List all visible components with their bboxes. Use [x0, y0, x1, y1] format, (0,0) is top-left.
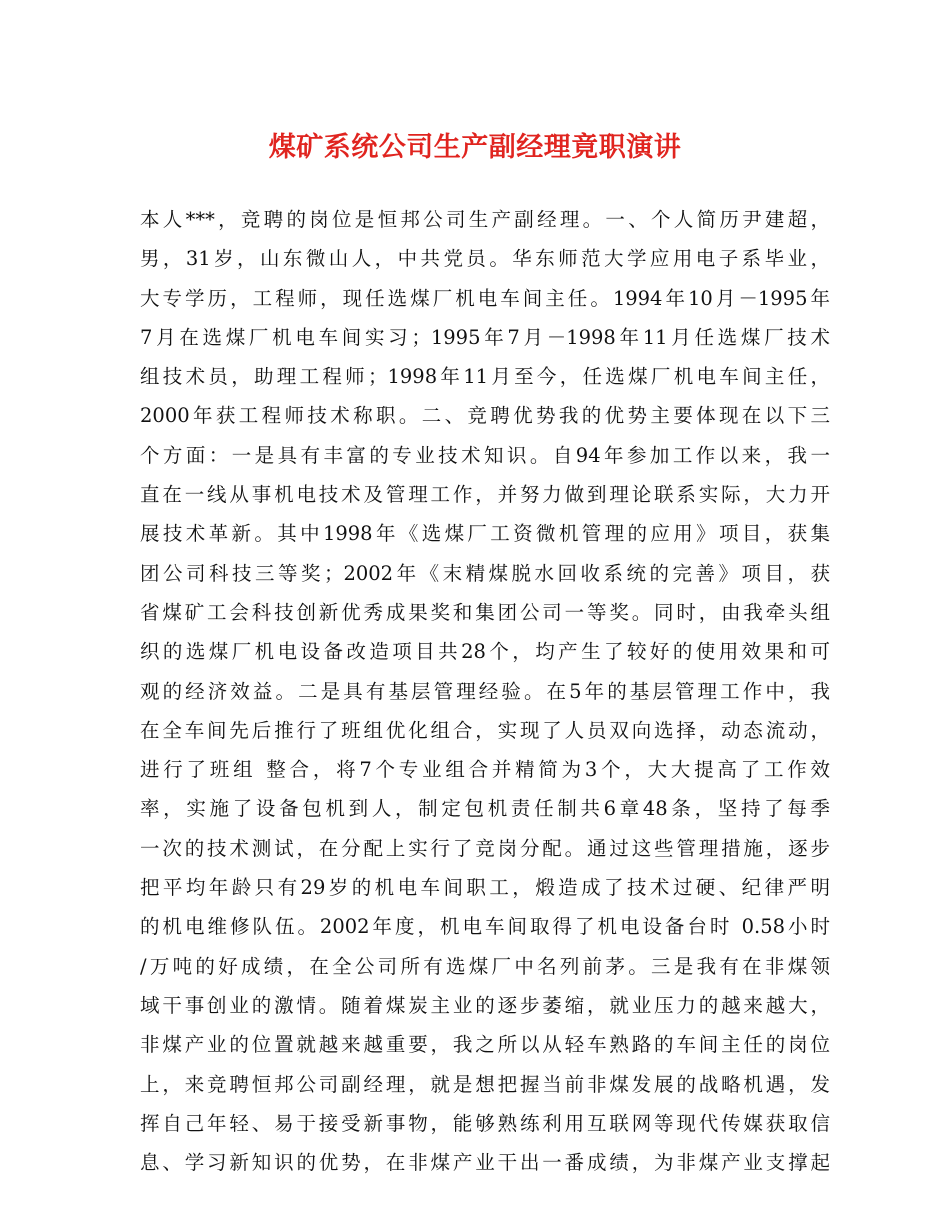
body-line: 的机电维修队伍。2002年度，机电车间取得了机电设备台时 0.58小时: [140, 915, 830, 939]
body-line: 息、学习新知识的优势，在非煤产业干出一番成绩，为非煤产业支撑起: [140, 1151, 830, 1175]
body-line: 率，实施了设备包机到人，制定包机责任制共6章48条，坚持了每季: [140, 797, 830, 821]
body-line: 男，31岁，山东微山人，中共党员。华东师范大学应用电子系毕业，: [140, 247, 830, 271]
body-line: 省煤矿工会科技创新优秀成果奖和集团公司一等奖。同时，由我牵头组: [140, 600, 830, 624]
body-line: 7月在选煤厂机电车间实习；1995年7月－1998年11月任选煤厂技术: [140, 325, 830, 349]
body-line: 把平均年龄只有29岁的机电车间职工，煅造成了技术过硬、纪律严明: [140, 876, 830, 900]
body-line: 进行了班组 整合，将7个专业组合并精简为3个，大大提高了工作效: [140, 758, 830, 782]
body-line: 本人***，竞聘的岗位是恒邦公司生产副经理。一、个人简历尹建超，: [140, 208, 830, 231]
body-line: 上，来竞聘恒邦公司副经理，就是想把握当前非煤发展的战略机遇，发: [140, 1072, 830, 1096]
body-line: 展技术革新。其中1998年《选煤厂工资微机管理的应用》项目，获集: [140, 522, 830, 546]
body-line: 大专学历，工程师，现任选煤厂机电车间主任。1994年10月－1995年: [140, 286, 830, 310]
body-line: 域干事创业的激情。随着煤炭主业的逐步萎缩，就业压力的越来越大，: [140, 993, 830, 1017]
body-line: 组技术员，助理工程师；1998年11月至今，任选煤厂机电车间主任，: [140, 365, 830, 389]
body-line: 织的选煤厂机电设备改造项目共28个，均产生了较好的使用效果和可: [140, 640, 830, 664]
document-body: [140, 200, 830, 1182]
document-title: 煤矿系统公司生产副经理竟职演讲: [268, 132, 682, 163]
body-line: 团公司科技三等奖；2002年《末精煤脱水回收系统的完善》项目，获: [140, 561, 830, 585]
body-line: 观的经济效益。二是具有基层管理经验。在5年的基层管理工作中，我: [140, 679, 830, 703]
body-line: 非煤产业的位置就越来越重要，我之所以从轻车熟路的车间主任的岗位: [140, 1033, 830, 1057]
body-line: 一次的技术测试，在分配上实行了竞岗分配。通过这些管理措施，逐步: [140, 836, 830, 860]
body-line: 在全车间先后推行了班组优化组合，实现了人员双向选择，动态流动，: [140, 718, 830, 742]
body-line: 挥自己年轻、易于接受新事物，能够熟练利用互联网等现代传媒获取信: [140, 1111, 830, 1135]
body-line: 直在一线从事机电技术及管理工作，并努力做到理论联系实际，大力开: [140, 483, 830, 507]
body-line: 2000年获工程师技术称职。二、竞聘优势我的优势主要体现在以下三: [140, 404, 830, 428]
body-line: 个方面：一是具有丰富的专业技术知识。自94年参加工作以来，我一: [140, 443, 830, 467]
body-line: /万吨的好成绩，在全公司所有选煤厂中名列前茅。三是我有在非煤领: [140, 954, 830, 978]
